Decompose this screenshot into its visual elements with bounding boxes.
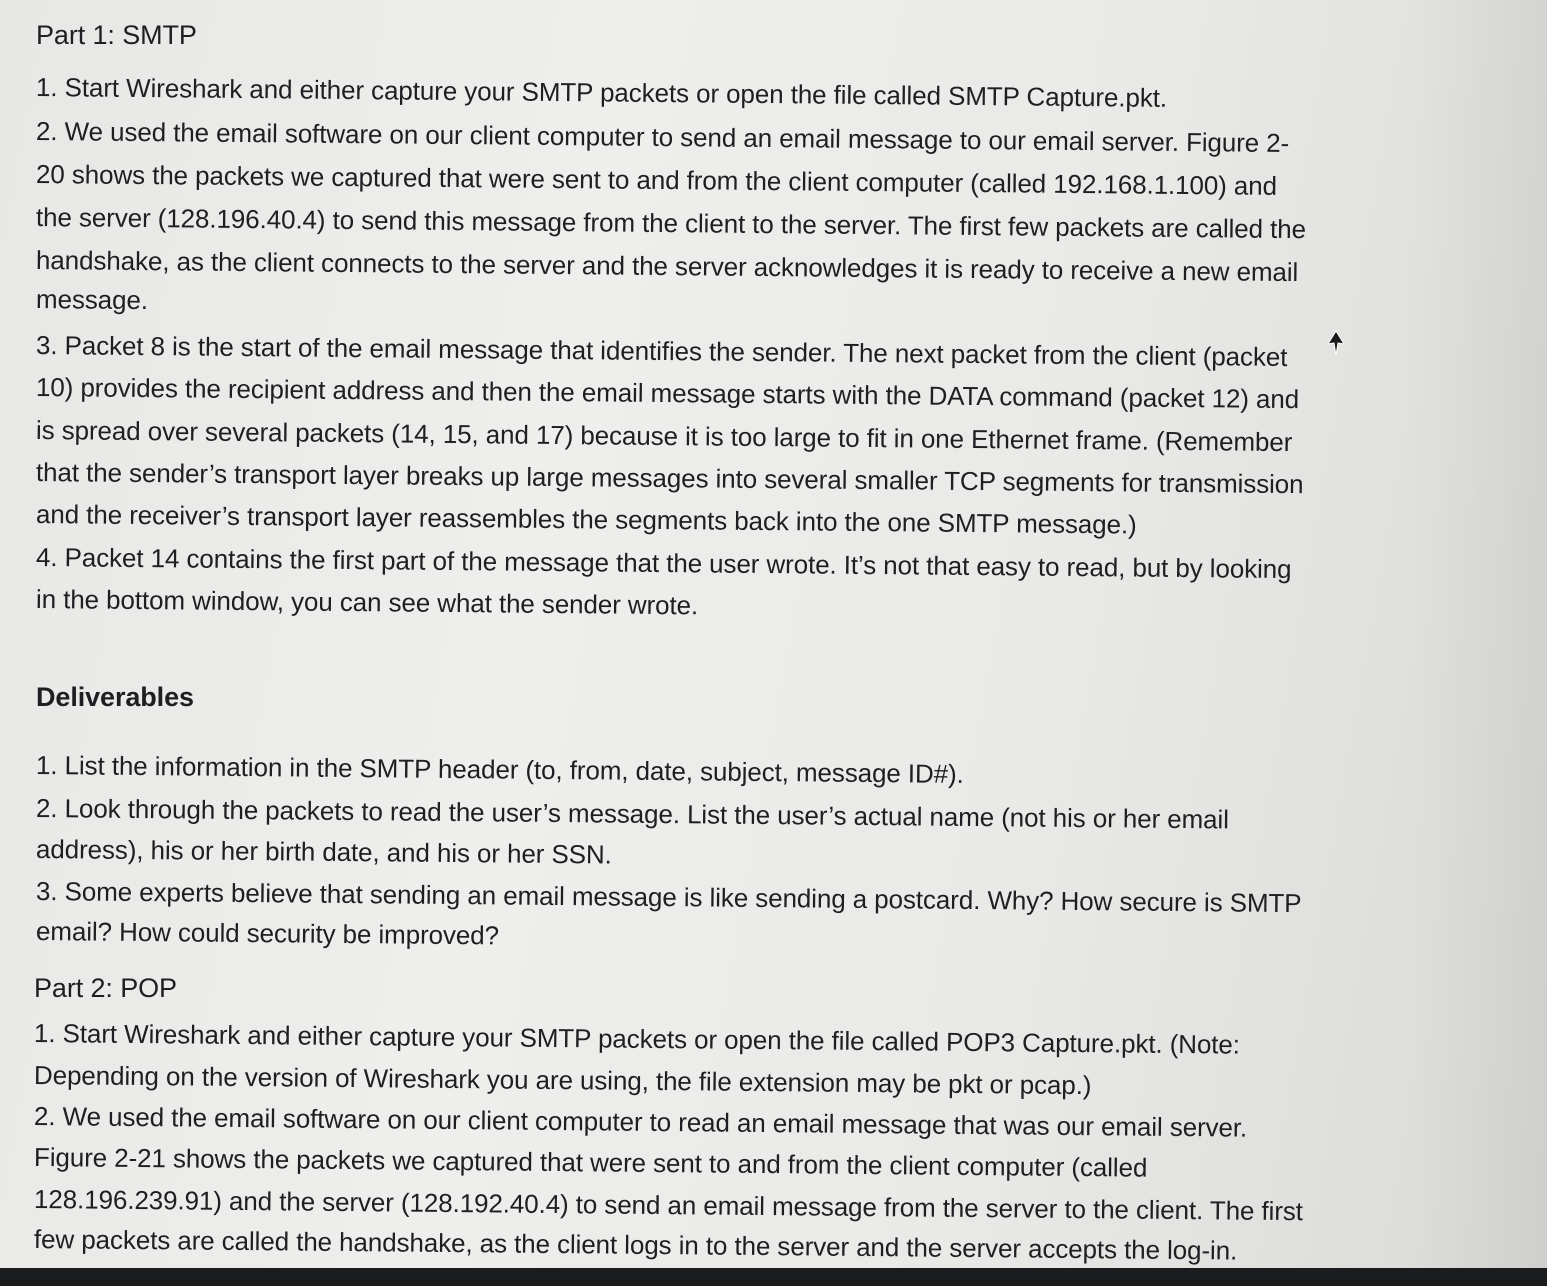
part1-line-2: 2. We used the email software on our client computer to send an email message to our email server. Figure 2- bbox=[35, 116, 1290, 159]
part1-heading: Part 1: SMTP bbox=[36, 20, 197, 50]
part1-line-5: handshake, as the client connects to the server and the server acknowledges it is ready to receive a new email bbox=[35, 245, 1299, 288]
part2-line-6: few packets are called the handshake, as the client logs in to the server and the server accepts the log-in. bbox=[33, 1224, 1238, 1266]
deliverables-heading: Deliverables bbox=[36, 682, 194, 712]
part2-line-4: Figure 2-21 shows the packets we captured that were sent to and from the client computer (called bbox=[33, 1142, 1148, 1183]
part2-line-5: 128.196.239.91) and the server (128.192.40.4) to send an email message from the server to the client. The first bbox=[33, 1184, 1304, 1227]
deliverables-line-1: 1. List the information in the SMTP header (to, from, date, subject, message ID#). bbox=[35, 750, 964, 789]
part1-line-10: that the sender’s transport layer breaks up large messages into several smaller TCP segments for transmission bbox=[35, 457, 1304, 500]
deliverables-line-4: 3. Some experts believe that sending an email message is like sending a postcard. Why? How secure is SMTP bbox=[35, 876, 1302, 919]
part2-heading: Part 2: POP bbox=[34, 973, 177, 1003]
screen-bezel bbox=[0, 1268, 1547, 1286]
part1-line-8: 10) provides the recipient address and then the email message starts with the DATA command (packet 12) and bbox=[35, 372, 1300, 415]
part2-line-3: 2. We used the email software on our client computer to read an email message that was our email server. bbox=[33, 1101, 1248, 1143]
page-shadow bbox=[1407, 0, 1547, 1286]
deliverables-line-5: email? How could security be improved? bbox=[35, 916, 500, 951]
part1-line-7: 3. Packet 8 is the start of the email message that identifies the sender. The next packet from the client (packet bbox=[35, 330, 1288, 373]
part1-line-4: the server (128.196.40.4) to send this message from the client to the server. The first few packets are called the bbox=[35, 202, 1307, 245]
deliverables-line-2: 2. Look through the packets to read the user’s message. List the user’s actual name (not his or her email bbox=[35, 793, 1230, 835]
part1-line-3: 20 shows the packets we captured that were sent to and from the client computer (called 192.168.1.100) and bbox=[35, 159, 1278, 201]
part2-line-1: 1. Start Wireshark and either capture your SMTP packets or open the file called POP3 Capture.pkt. (Note: bbox=[33, 1018, 1241, 1060]
part2-line-2: Depending on the version of Wireshark you are using, the file extension may be pkt or pcap.) bbox=[33, 1060, 1092, 1101]
part1-line-6: message. bbox=[35, 284, 149, 316]
mouse-pointer-icon bbox=[1326, 330, 1346, 356]
part1-line-13: in the bottom window, you can see what the sender wrote. bbox=[35, 584, 699, 621]
part1-line-12: 4. Packet 14 contains the first part of the message that the user wrote. It’s not that easy to read, but by looking bbox=[35, 542, 1292, 585]
part1-line-9: is spread over several packets (14, 15, and 17) because it is too large to fit in one Ethernet frame. (Remember bbox=[35, 415, 1293, 458]
deliverables-line-3: address), his or her birth date, and his or her SSN. bbox=[35, 834, 612, 870]
part1-line-11: and the receiver’s transport layer reassembles the segments back into the one SMTP message.) bbox=[35, 499, 1137, 540]
part1-line-1: 1. Start Wireshark and either capture your SMTP packets or open the file called SMTP Capture.pkt. bbox=[35, 72, 1168, 113]
